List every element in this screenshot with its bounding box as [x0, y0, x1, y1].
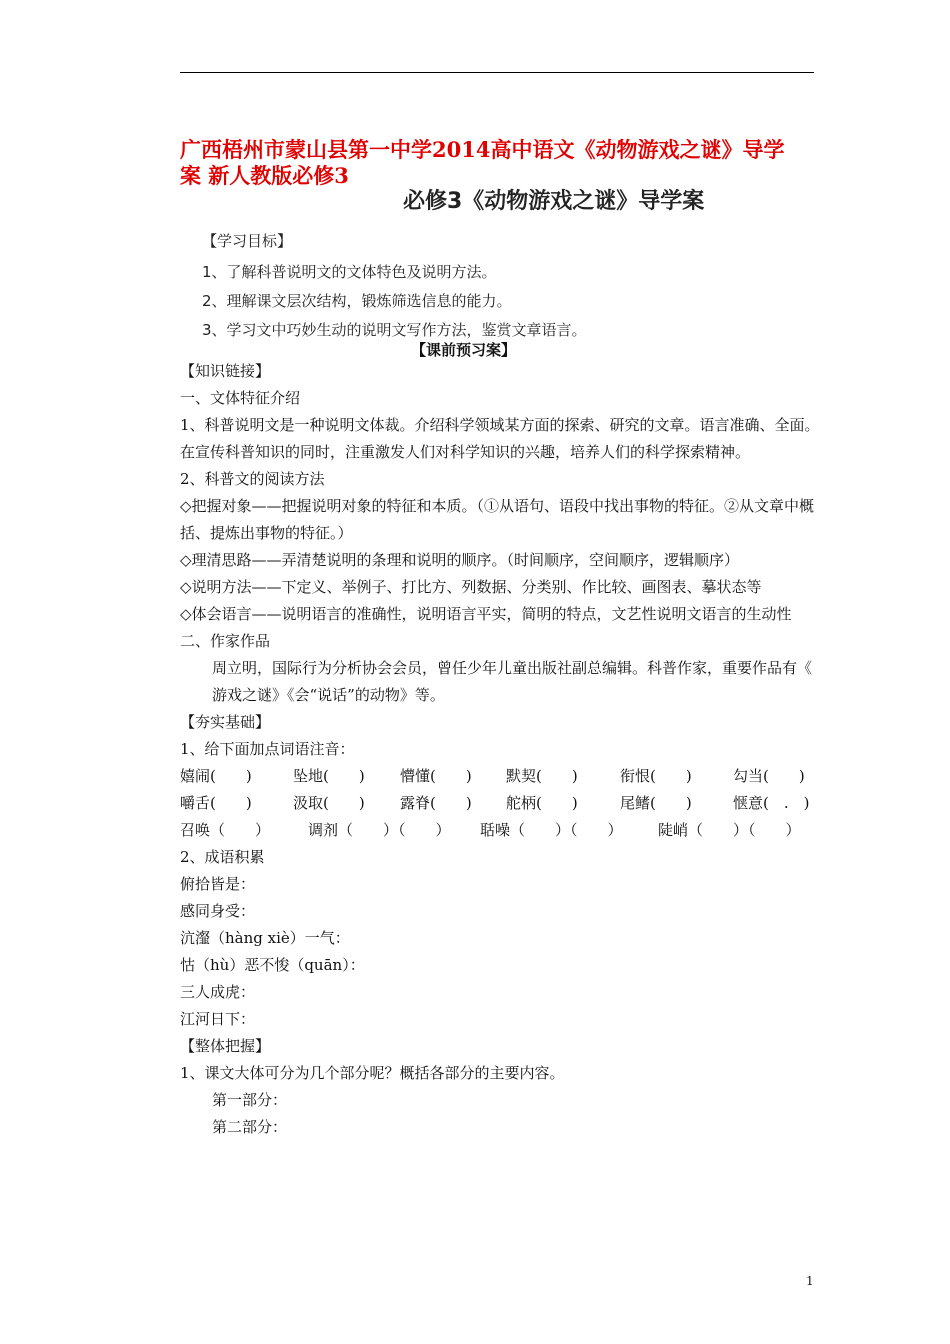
reading-method-heading: 2、科普文的阅读方法: [180, 470, 325, 488]
vocabulary-item: 勾当( ): [733, 767, 805, 785]
learning-objectives: [202, 230, 587, 348]
preview-heading: 【课前预习案】: [411, 341, 517, 359]
vocabulary-item: 汲取( ): [293, 794, 365, 812]
vocabulary-item: 坠地( ): [293, 767, 365, 785]
method-explanation-methods: ◇说明方法——下定义、举例子、打比方、列数据、分类别、作比较、画图表、摹状态等: [180, 578, 762, 596]
idiom-item: 感同身受：: [180, 902, 256, 920]
vocabulary-item: 嚼舌( ): [180, 794, 252, 812]
vocabulary-item: 露脊( ): [400, 794, 472, 812]
method-clarify-ideas: ◇理清思路——弄清楚说明的条理和说明的顺序。（时间顺序，空间顺序，逻辑顺序）: [180, 551, 740, 569]
vocabulary-item: 调剂（ ）（ ）: [308, 821, 451, 839]
vocabulary-item: 召唤（ ）: [180, 821, 271, 839]
knowledge-heading: 【知识链接】: [180, 362, 271, 380]
idiom-item: 三人成虎：: [180, 983, 256, 1001]
section-two-heading: 二、作家作品: [180, 632, 271, 650]
title-line-1: 广西梧州市蒙山县第一中学2014高中语文《动物游戏之谜》导学: [180, 137, 785, 162]
vocabulary-item: 懵懂( ): [400, 767, 472, 785]
overall-task: 1、课文大体可分为几个部分呢？概括各部分的主要内容。: [180, 1064, 565, 1082]
vocabulary-item: 舵柄( ): [506, 794, 578, 812]
vocabulary-task: 1、给下面加点词语注音：: [180, 740, 355, 758]
method-language: ◇体会语言——说明语言的准确性，说明语言平实，简明的特点，文艺性说明文语言的生动性: [180, 605, 792, 623]
genre-description: 1、科普说明文是一种说明文体裁。介绍科学领域某方面的探索、研究的文章。语言准确、全面。在宣传科普知识的同时，注重激发人们对科学知识的兴趣，培养人们的科学探索精神。: [180, 416, 820, 461]
document-title: [180, 137, 820, 189]
title-line-2: 案 新人教版必修3: [180, 163, 349, 188]
vocabulary-item: 陡峭（ ）（ ）: [658, 821, 801, 839]
lesson-subtitle: 必修3《动物游戏之谜》导学案: [403, 189, 705, 214]
overall-heading: 【整体把握】: [180, 1037, 271, 1055]
idiom-item: 沆瀣（hàng xiè）一气：: [180, 929, 350, 947]
idiom-item: 怙（hù）恶不悛（quān）：: [180, 956, 365, 974]
page-number: 1: [806, 1274, 814, 1288]
vocabulary-row: [180, 763, 820, 790]
vocabulary-item: 聒噪（ ）（ ）: [480, 821, 623, 839]
objective-item: 3、学习文中巧妙生动的说明文写作方法，鉴赏文章语言。: [202, 321, 587, 339]
vocabulary-item: 尾鳍( ): [620, 794, 692, 812]
author-introduction: 周立明，国际行为分析协会会员，曾任少年儿童出版社副总编辑。科普作家，重要作品有《 游戏之谜》《会“说话”的动物》等。: [212, 659, 813, 704]
header-rule: [180, 72, 814, 73]
part-one-label: 第一部分：: [212, 1091, 288, 1109]
vocabulary-item: 惬意( . ): [733, 794, 810, 812]
idiom-item: 江河日下：: [180, 1010, 256, 1028]
vocabulary-row: [180, 790, 820, 817]
vocabulary-item: 衔恨( ): [620, 767, 692, 785]
section-one-heading: 一、文体特征介绍: [180, 389, 301, 407]
vocabulary-item: 默契( ): [506, 767, 578, 785]
document-body: [180, 358, 820, 1141]
method-grasp-object: ◇把握对象——把握说明对象的特征和本质。（①从语句、语段中找出事物的特征。②从文章中概括、提炼出事物的特征。）: [180, 497, 815, 542]
part-two-label: 第二部分：: [212, 1118, 288, 1136]
vocabulary-row: [180, 817, 820, 844]
idiom-task: 2、成语积累: [180, 848, 265, 866]
idiom-item: 俯拾皆是：: [180, 875, 256, 893]
foundation-heading: 【夯实基础】: [180, 713, 271, 731]
vocabulary-item: 嬉闹( ): [180, 767, 252, 785]
objective-item: 2、理解课文层次结构，锻炼筛选信息的能力。: [202, 292, 512, 310]
objectives-heading: 【学习目标】: [202, 232, 293, 250]
objective-item: 1、了解科普说明文的文体特色及说明方法。: [202, 263, 497, 281]
